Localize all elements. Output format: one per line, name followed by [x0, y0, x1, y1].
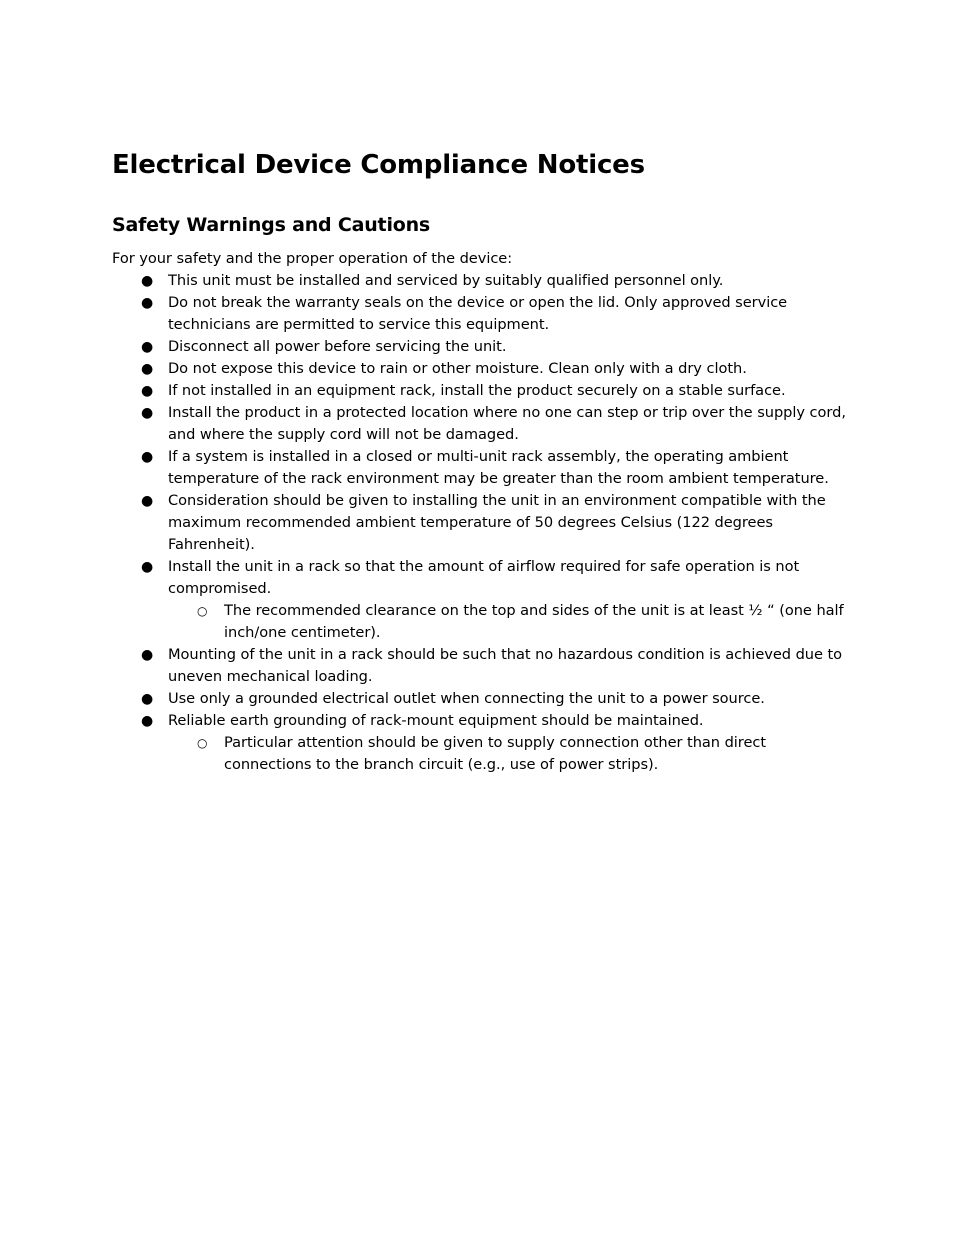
list-item-text: If not installed in an equipment rack, install the product securely on a stable surface.: [168, 382, 786, 399]
bullet-icon: ●: [141, 383, 154, 399]
list-item: [112, 688, 852, 710]
list-item: [112, 358, 852, 380]
bullet-icon: ●: [141, 691, 154, 707]
sub-bullet-icon: ○: [197, 604, 208, 618]
list-item: [112, 270, 852, 292]
sub-list-item-text: The recommended clearance on the top and sides of the unit is at least ½ “ (one half inch/one centimeter).: [224, 602, 844, 641]
page-title: Electrical Device Compliance Notices: [112, 150, 645, 180]
list-item-text: Reliable earth grounding of rack-mount equipment should be maintained.: [168, 712, 704, 729]
bullet-icon: ●: [141, 559, 154, 575]
list-item: [112, 644, 852, 688]
bullet-icon: ●: [141, 339, 154, 355]
sub-list-item-text: Particular attention should be given to supply connection other than direct connections to the branch circuit (e.g., use of power strips).: [224, 734, 767, 773]
list-item-text: Install the unit in a rack so that the amount of airflow required for safe operation is not compromised.: [168, 558, 800, 597]
list-item-text: Disconnect all power before servicing the unit.: [168, 338, 507, 355]
bullet-icon: ●: [141, 361, 154, 377]
list-item-text: Do not break the warranty seals on the device or open the lid. Only approved service technicians are permitted to service this equipment.: [168, 294, 788, 333]
list-item-text: If a system is installed in a closed or multi-unit rack assembly, the operating ambient temperature of the rack environment may be greater than the room ambient temperature.: [168, 448, 829, 487]
sub-bullet-list: [168, 732, 852, 776]
list-item-text: Install the product in a protected location where no one can step or trip over the supply cord, and where the supply cord will not be damaged.: [168, 404, 846, 443]
intro-text: For your safety and the proper operation of the device:: [112, 250, 513, 267]
list-item: [112, 710, 852, 776]
list-item: [112, 402, 852, 446]
list-item: [112, 446, 852, 490]
sub-list-item: [168, 732, 852, 776]
list-item: [112, 380, 852, 402]
sub-bullet-list: [168, 600, 852, 644]
list-item: [112, 556, 852, 644]
bullet-icon: ●: [141, 273, 154, 289]
bullet-icon: ●: [141, 493, 154, 509]
safety-bullet-list: [112, 270, 852, 776]
section-heading: Safety Warnings and Cautions: [112, 214, 431, 236]
list-item-text: Consideration should be given to installing the unit in an environment compatible with the maximum recommended ambient temperature of 50 degrees Celsius (122 degrees Fahrenheit).: [168, 492, 826, 553]
list-item-text: Do not expose this device to rain or other moisture. Clean only with a dry cloth.: [168, 360, 747, 377]
list-item-text: This unit must be installed and serviced by suitably qualified personnel only.: [168, 272, 724, 289]
list-item: [112, 336, 852, 358]
list-item: [112, 292, 852, 336]
bullet-icon: ●: [141, 449, 154, 465]
sub-bullet-icon: ○: [197, 736, 208, 750]
sub-list-item: [168, 600, 852, 644]
bullet-icon: ●: [141, 295, 154, 311]
list-item-text: Use only a grounded electrical outlet when connecting the unit to a power source.: [168, 690, 765, 707]
list-item-text: Mounting of the unit in a rack should be such that no hazardous condition is achieved due to uneven mechanical loading.: [168, 646, 843, 685]
bullet-icon: ●: [141, 713, 154, 729]
document-page: [112, 146, 852, 776]
list-item: [112, 490, 852, 556]
bullet-icon: ●: [141, 405, 154, 421]
bullet-icon: ●: [141, 647, 154, 663]
